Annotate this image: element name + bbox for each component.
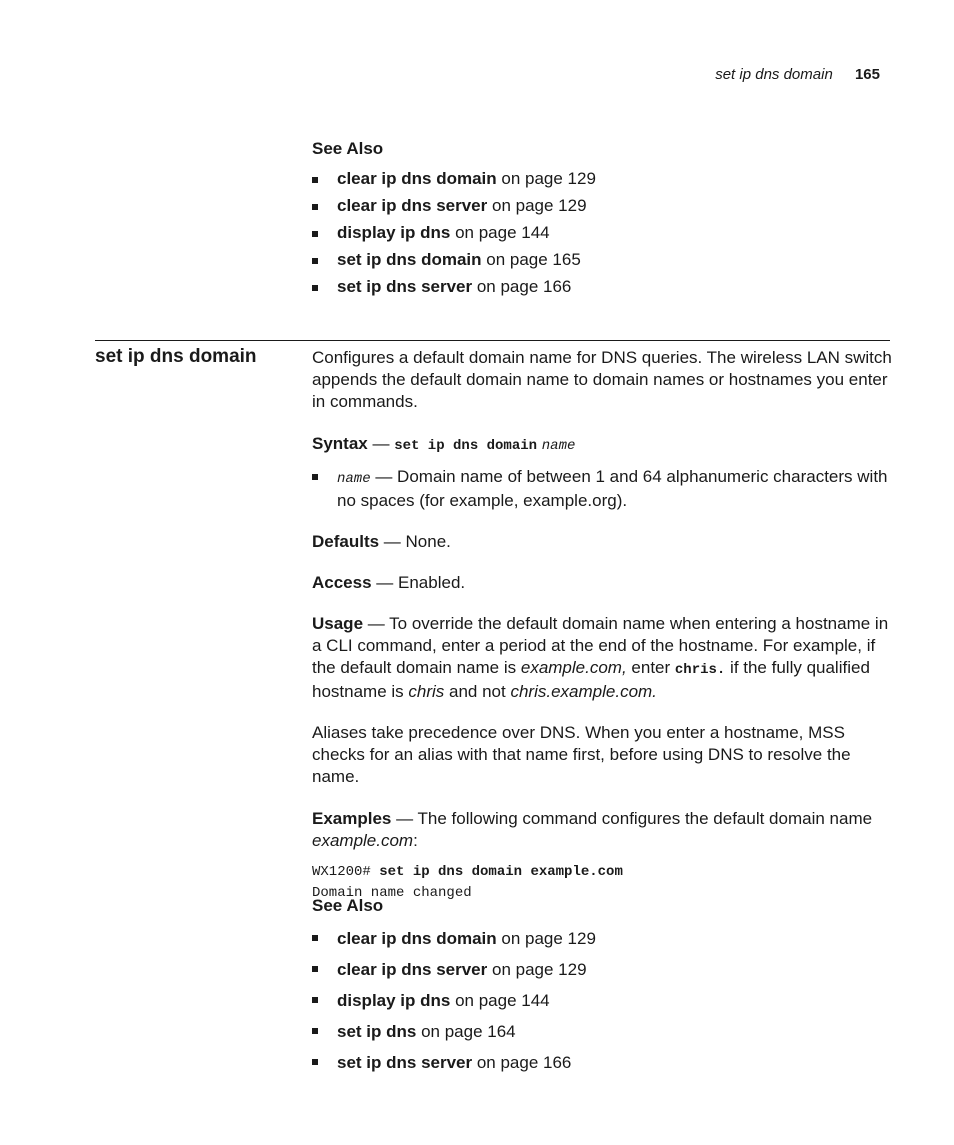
intro-paragraph: Configures a default domain name for DNS queries. The wireless LAN switch appends the default domain name to domain names or hostnames you enter in commands. (312, 348, 892, 411)
param-item: name — Domain name of between 1 and 64 alphanumeric characters with no spaces (for example, example.org). (312, 466, 892, 512)
see-also-item[interactable]: display ip dns on page 144 (312, 219, 892, 246)
see-also-top (312, 138, 892, 300)
section-divider (95, 340, 890, 341)
code-line-output: Domain name changed (312, 885, 472, 901)
see-also-item[interactable]: clear ip dns domain on page 129 (312, 165, 892, 192)
see-also-list (312, 923, 892, 1078)
see-also-item[interactable]: clear ip dns server on page 129 (312, 192, 892, 219)
aliases-paragraph: Aliases take precedence over DNS. When you enter a hostname, MSS checks for an alias with that name first, before using DNS to resolve the name. (312, 723, 851, 786)
code-line-command: WX1200# set ip dns domain example.com (312, 864, 623, 880)
see-also-bottom (312, 895, 892, 1078)
see-also-item[interactable]: set ip dns on page 164 (312, 1016, 892, 1047)
see-also-item[interactable]: display ip dns on page 144 (312, 985, 892, 1016)
see-also-item[interactable]: set ip dns server on page 166 (312, 1047, 892, 1078)
syntax-line: Syntax — set ip dns domain name (312, 434, 576, 454)
page-number: 165 (854, 66, 880, 83)
running-head-title: set ip dns domain (715, 66, 833, 83)
see-also-heading: See Also (312, 139, 384, 158)
see-also-list (312, 165, 892, 300)
see-also-heading: See Also (312, 896, 384, 915)
see-also-item[interactable]: clear ip dns domain on page 129 (312, 923, 892, 954)
access-line: Access — Enabled. (312, 573, 466, 592)
usage-paragraph: Usage — To override the default domain name when entering a hostname in a CLI command, enter a period at the end of the hostname. For example, if the default domain name is example.com, enter chris. if the fully qualified hostname is chris and not chris.example.com. (312, 614, 889, 701)
defaults-line: Defaults — None. (312, 532, 451, 551)
section-title: set ip dns domain (95, 346, 257, 367)
see-also-item[interactable]: set ip dns domain on page 165 (312, 246, 892, 273)
see-also-item[interactable]: clear ip dns server on page 129 (312, 954, 892, 985)
section-body (312, 347, 892, 904)
running-head (715, 66, 880, 83)
see-also-item[interactable]: set ip dns server on page 166 (312, 273, 892, 300)
examples-paragraph: Examples — The following command configures the default domain name example.com: (312, 809, 873, 850)
